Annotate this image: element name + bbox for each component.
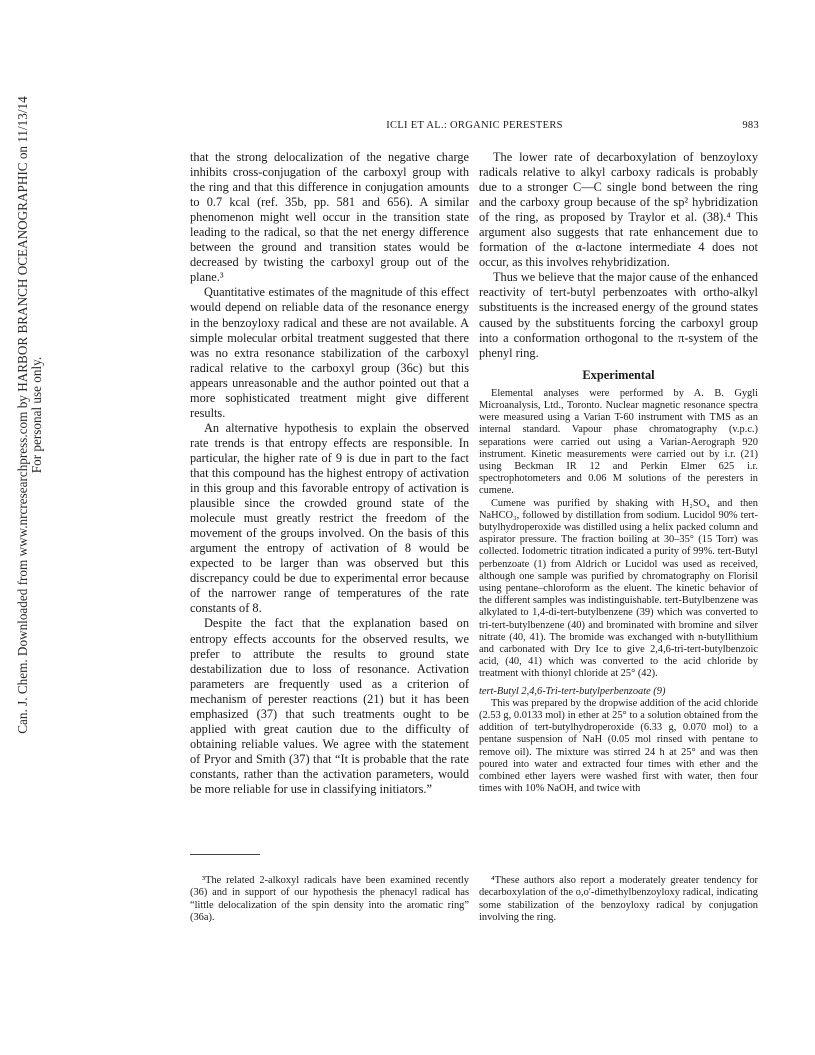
running-head-title: ICLI ET AL.: ORGANIC PERESTERS bbox=[386, 120, 563, 131]
right-paragraph-1: The lower rate of decarboxylation of benzoyloxy radicals relative to alkyl carboxy radicals is probably due to a stronger C—C single bond between the ring and the carboxy group because of the sp² hybridization of the ring, as proposed by Traylor et al. (38).⁴ This argument also suggests that rate enhancement due to formation of the α-lactone intermediate 4 does not occur, as this involves rehybridization. bbox=[479, 150, 758, 270]
download-notice bbox=[16, 96, 44, 733]
experimental-paragraph-3: This was prepared by the dropwise addition of the acid chloride (2.53 g, 0.0133 mol) in ether at 25° to a solution obtained from the addition of tert-butylhydroperoxide (6.33 g, 0.070 mol) to a pentane suspension of NaH (0.05 mol rinsed with pentane to remove oil). The mixture was stirred 24 h at 25° and was then poured into water and extracted four times with ether and the combined ether layers were washed first with water, then four times with 10% NaOH, and twice with bbox=[479, 697, 758, 795]
footnote-rule bbox=[190, 854, 260, 855]
experimental-heading: Experimental bbox=[582, 367, 655, 382]
right-column bbox=[479, 150, 758, 795]
footnote-3 bbox=[190, 875, 469, 925]
compound-subheading: tert-Butyl 2,4,6-Tri-tert-butylperbenzoate (9) bbox=[479, 685, 666, 697]
experimental-paragraph-1: Elemental analyses were performed by A. B. Gygli Microanalysis, Ltd., Toronto. Nuclear magnetic resonance spectra were measured using a Varian T-60 instrument with TMS as an internal standard. Vapour phase chromatography (v.p.c.) separations were carried out using a Varian-Aerograph 920 instrument. Kinetic measurements were carried out by i.r. (21) using Beckman IR 12 and Perkin Elmer 625 i.r. spectrophotometers and 0.06 M solutions of the peresters in cumene. bbox=[479, 387, 758, 497]
footnote-3-text: ³The related 2-alkoxyl radicals have been examined recently (36) and in support of our hypothesis the phenacyl radical has “little delocalization of the spin density into the aromatic ring” (36a). bbox=[190, 875, 469, 924]
experimental-paragraph-2: Cumene was purified by shaking with H₂SO₄ and then NaHCO₃, followed by distillation from sodium. Lucidol 90% tert-butylhydroperoxide was distilled using a helix packed column and aspirator pressure. The fraction boiling at 30–35° (15 Torr) was collected. Iodometric titration indicated a purity of 99%. tert-Butyl perbenzoate (1) from Aldrich or Lucidol was used as received, although one sample was purified by chromatography on Florisil using pentane–chloroform as the eluent. The kinetic behavior of the different samples was indistinguishable. tert-Butylbenzene was alkylated to 1,4-di-tert-butylbenzene (39) which was converted to tri-tert-butylbenzene (40) and brominated with bromine and silver nitrate (40, 41). The bromide was exchanged with n-butyllithium and carbonated with Dry Ice to give 2,4,6-tri-tert-butylbenzoic acid, (40, 41) which was converted to the acid chloride by treatment with thionyl chloride at 25° (42). bbox=[479, 497, 758, 680]
left-column bbox=[190, 150, 469, 797]
download-notice-line1: Can. J. Chem. Downloaded from www.nrcresearchpress.com by HARBOR BRANCH OCEANOGRAPHIC on 11/13/14 bbox=[15, 96, 30, 734]
footnote-4-text: ⁴These authors also report a moderately greater tendency for decarboxylation of the o,o′-dimethylbenzoyloxy radical, indicating some stabilization of the benzoyloxy radical by conjugation involving the ring. bbox=[479, 875, 758, 924]
running-head bbox=[190, 120, 759, 134]
left-paragraph-4: Despite the fact that the explanation based on entropy effects accounts for the observed results, we prefer to attribute the results to ground state destabilization due to loss of resonance. Activation parameters are frequently used as a criterion of mechanism of perester reactions (21) but it has been emphasized (37) that such treatments ought to be applied with great caution due to the difficulty of obtaining reliable values. We agree with the statement of Pryor and Smith (37) that “It is probable that the rate constants, rather than the activation parameters, would be more reliable for use in classifying initiators.” bbox=[190, 616, 469, 796]
footnote-4 bbox=[479, 875, 758, 925]
right-paragraph-2: Thus we believe that the major cause of the enhanced reactivity of tert-butyl perbenzoates with ortho-alkyl substituents is the increased energy of the ground states caused by the substituents forcing the carboxyl group into a conformation orthogonal to the π-system of the phenyl ring. bbox=[479, 270, 758, 360]
left-paragraph-2: Quantitative estimates of the magnitude of this effect would depend on reliable data of the resonance energy in the benzoyloxy radical and these are not available. A simple molecular orbital treatment suggested that there was no extra resonance stabilization of the carboxyl radical relative to the carboxyl group (36c) but this appears unreasonable and the author pointed out that a more sophisticated treatment might give different results. bbox=[190, 285, 469, 420]
experimental-section bbox=[479, 388, 758, 796]
download-sidebar bbox=[0, 0, 60, 1055]
download-notice-line2: For personal use only. bbox=[29, 356, 44, 474]
left-paragraph-3: An alternative hypothesis to explain the observed rate trends is that entropy effects are responsible. In particular, the higher rate of 9 is due in part to the fact that this compound has the highest entropy of activation in this group and this favorable entropy of activation is plausible since the crowded ground state of the molecule must greatly restrict the freedom of the movement of the groups involved. On the basis of this argument the entropy of activation of 8 would be expected to be larger than was observed but this discrepancy could be due to experimental error because of the narrower range of temperatures of the rate constants of 8. bbox=[190, 420, 469, 616]
left-paragraph-1: that the strong delocalization of the negative charge inhibits cross-conjugation of the carboxyl group with the ring and that this difference in conjugation amounts to 0.7 kcal (ref. 35b, pp. 581 and 656). A similar phenomenon might well occur in the transition state leading to the radical, so that the net energy difference between the ground and transition states would be decreased by twisting the carboxyl group out of the plane.³ bbox=[190, 150, 469, 285]
page-number: 983 bbox=[742, 120, 759, 131]
